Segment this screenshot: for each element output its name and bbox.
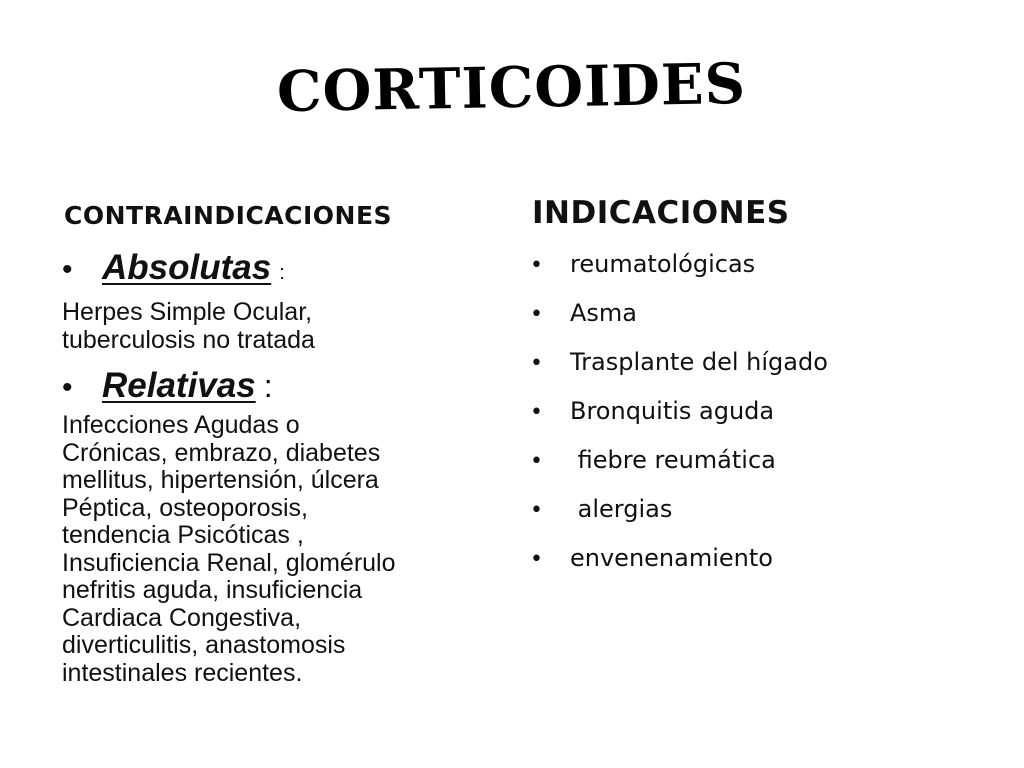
slide-title [0,50,1024,126]
list-item-label: envenenamiento [570,544,773,572]
text-line: Péptica, osteoporosis, [62,493,308,522]
text-line: Cardiaca Congestiva, [62,603,302,632]
slide-title-text: CORTICOIDES [276,50,748,126]
indicaciones-list [530,250,828,593]
text-line: Herpes Simple Ocular, [62,298,313,326]
text-line: diverticulitis, anastomosis [62,631,346,659]
text-line: Insuficiencia Renal, glomérulo [62,548,396,577]
list-item-label: fiebre reumática [570,446,776,474]
bullet-icon: • [530,449,543,474]
text-line: Infecciones Agudas o [62,411,300,439]
text-line: intestinales recientes. [62,658,303,687]
relativas-label: Relativas [102,366,256,405]
bullet-icon: • [530,498,543,523]
bullet-icon: • [530,547,543,572]
absolutas-text [62,299,492,354]
text-line: tendencia Psicóticas , [62,521,304,549]
absolutas-row [62,248,492,293]
bullet-icon: • [62,371,73,404]
contraindicaciones-column [62,248,492,687]
text-line: nefritis aguda, insuficiencia [62,576,363,604]
text-line: Crónicas, embrazo, diabetes [62,438,381,467]
bullet-icon: • [530,351,543,376]
indicaciones-heading: INDICACIONES [532,195,790,231]
list-item-label: alergias [570,495,673,523]
list-item [530,348,828,397]
contraindicaciones-heading: CONTRAINDICACIONES [64,201,393,230]
list-item [530,544,828,593]
list-item [530,299,828,348]
bullet-icon: • [530,400,543,425]
list-item-label: reumatológicas [570,250,756,278]
relativas-colon: : [263,368,273,404]
text-line: tuberculosis no tratada [62,325,315,354]
list-item [530,446,828,495]
absolutas-label: Absolutas [102,248,272,287]
bullet-icon: • [530,302,543,327]
list-item-label: Asma [570,299,638,327]
list-item-label: Bronquitis aguda [570,397,775,425]
absolutas-colon: : [279,262,285,284]
bullet-icon: • [62,253,73,286]
text-line: mellitus, hipertensión, úlcera [62,466,379,494]
bullet-icon: • [530,253,543,278]
relativas-row [62,366,492,408]
list-item [530,397,828,446]
list-item [530,495,828,544]
list-item-label: Trasplante del hígado [570,348,828,376]
relativas-text [62,412,492,687]
list-item [530,250,828,299]
